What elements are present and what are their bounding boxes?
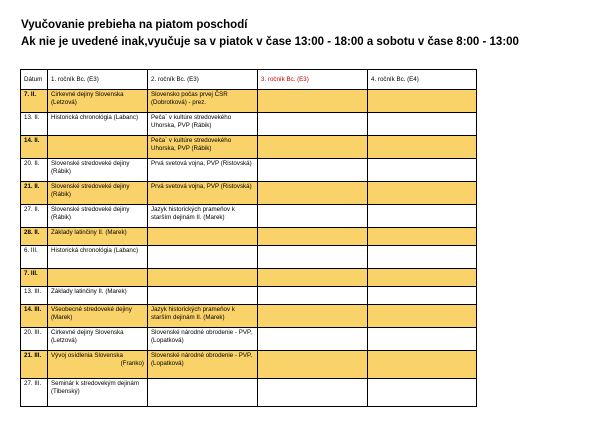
header-year-4: 4. ročník Bc. (E4) [368,70,477,90]
cell-year-4 [368,113,477,136]
cell-year-4 [368,269,477,287]
row-date: 27. II. [21,205,48,228]
row-date: 28. II. [21,228,48,246]
cell-year-2 [148,379,258,407]
row-date: 13. III. [21,287,48,305]
cell-year-4 [368,159,477,182]
heading-line-1: Vyučovanie prebieha na piatom poschodí [21,19,248,31]
cell-year-1 [48,269,148,287]
cell-year-4 [368,90,477,113]
cell-year-1 [48,136,148,159]
row-date: 21. II. [21,182,48,205]
header-date: Dátum [21,70,48,90]
cell-year-1: Slovenské stredoveké dejiny (Rábik) [48,182,148,205]
cell-year-1: Základy latinčiny II. (Marek) [48,228,148,246]
cell-year-2: Jazyk historických prameňov k starším dejinám II. (Marek) [148,305,258,328]
cell-year-2: Slovenské národné obrodenie - PVP, (Lopatková) [148,328,258,351]
cell-year-1-course: Vývoj osídlenia Slovenska [51,352,123,359]
row-date: 20. III. [21,328,48,351]
cell-year-1: Slovenské stredoveké dejiny (Rábik) [48,159,148,182]
header-year-3: 3. ročník Bc. (E3) [258,70,368,90]
table-row [21,305,477,328]
cell-year-3 [258,136,368,159]
table-row [21,159,477,182]
row-date: 21. III. [21,351,48,379]
cell-year-2: Slovensko počas prvej ČSR (Dobrotková) - prez. [148,90,258,113]
cell-year-3 [258,351,368,379]
table-row [21,182,477,205]
row-date: 20. II. [21,159,48,182]
row-date: 14. III. [21,305,48,328]
cell-year-1: Základy latinčiny II. (Marek) [48,287,148,305]
cell-year-3 [258,159,368,182]
row-date: 27. III. [21,379,48,407]
cell-year-3 [258,379,368,407]
cell-year-1: Slovenské stredoveké dejiny (Rábik) [48,205,148,228]
cell-year-3 [258,90,368,113]
document-heading [21,17,519,51]
cell-year-3 [258,287,368,305]
table-row [21,113,477,136]
cell-year-4 [368,379,477,407]
table-row [21,351,477,379]
cell-year-4 [368,182,477,205]
row-date: 7. III. [21,269,48,287]
cell-year-2 [148,246,258,269]
table-row [21,328,477,351]
cell-year-2 [148,269,258,287]
table-row [21,205,477,228]
table-row [21,90,477,113]
table-row [21,228,477,246]
table-row [21,246,477,269]
table-row [21,269,477,287]
cell-year-2: Peča´ v kultúre stredovekého Uhorska, PVP (Rábik) [148,113,258,136]
header-year-1: 1. ročník Bc. (E3) [48,70,148,90]
cell-year-4 [368,246,477,269]
table-header-row [21,70,477,90]
table-row [21,287,477,305]
cell-year-4 [368,205,477,228]
cell-year-4 [368,287,477,305]
cell-year-1: Cirkevné dejiny Slovenska (Letzová) [48,328,148,351]
cell-year-4 [368,328,477,351]
cell-year-3 [258,113,368,136]
cell-year-4 [368,351,477,379]
cell-year-3 [258,269,368,287]
cell-year-3 [258,228,368,246]
heading-line-2: Ak nie je uvedené inak,vyučuje sa v piatok v čase 13:00 - 18:00 a sobotu v čase 8:00 - 13:00 [21,36,519,48]
cell-year-2 [148,228,258,246]
cell-year-4 [368,136,477,159]
schedule-table [20,69,477,407]
cell-year-2: Jazyk historických prameňov k starším dejinám II. (Marek) [148,205,258,228]
cell-year-1-teacher: (Franko) [120,359,144,367]
cell-year-1: Všeobecné stredoveké dejiny (Marek) [48,305,148,328]
cell-year-1: Seminár k stredovekým dejinám (Tibenský) [48,379,148,407]
cell-year-1 [48,351,148,379]
row-date: 14. II. [21,136,48,159]
row-date: 6. III. [21,246,48,269]
cell-year-1: Historická chronológia (Labanc) [48,246,148,269]
cell-year-2 [148,287,258,305]
cell-year-1: Cirkevné dejiny Slovenska (Letzová) [48,90,148,113]
cell-year-2: Prvá svetová vojna, PVP (Ristovská) [148,182,258,205]
cell-year-3 [258,305,368,328]
cell-year-2: Prvá svetová vojna, PVP (Ristovská) [148,159,258,182]
header-year-2: 2. ročník Bc. (E3) [148,70,258,90]
table-row [21,379,477,407]
cell-year-3 [258,205,368,228]
cell-year-2: Slovenské národné obrodenie - PVP, (Lopatková) [148,351,258,379]
cell-year-3 [258,182,368,205]
cell-year-4 [368,228,477,246]
table-row [21,136,477,159]
cell-year-4 [368,305,477,328]
cell-year-3 [258,328,368,351]
cell-year-3 [258,246,368,269]
cell-year-2: Peča´ v kultúre stredovekého Uhorska, PVP (Rábik) [148,136,258,159]
cell-year-1: Historická chronológia (Labanc) [48,113,148,136]
row-date: 13. II. [21,113,48,136]
row-date: 7. II. [21,90,48,113]
